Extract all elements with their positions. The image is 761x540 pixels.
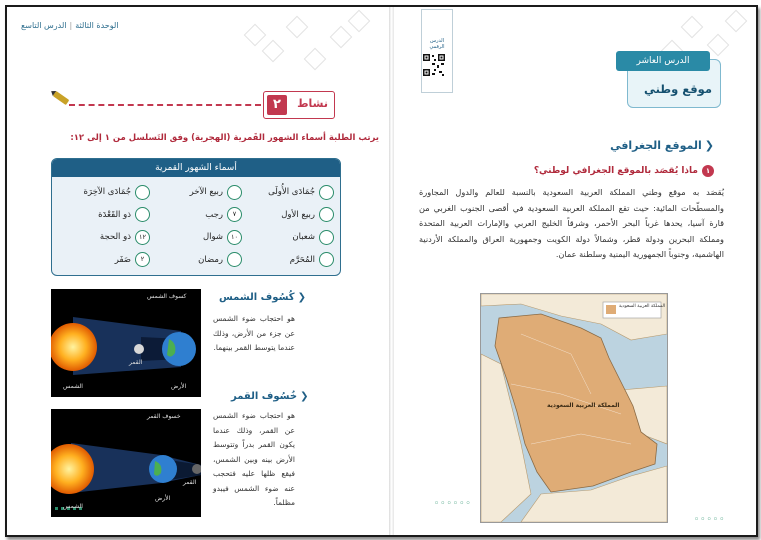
solar-image-sun-label: الشمس [63,383,83,390]
month-order-circle[interactable]: ٧ [227,207,242,222]
activity-badge [263,91,335,119]
months-grid [58,181,334,271]
month-cell[interactable] [150,226,242,249]
month-order-circle[interactable] [227,252,242,267]
months-table [51,158,341,276]
chevron-left-icon: ❮ [704,139,714,152]
section-title-text: الموقع الجغرافي [610,139,702,152]
decorative-diamond [262,40,285,63]
digital-lesson-qr[interactable] [421,9,453,93]
lunar-image-moon-label: القمر [183,479,197,486]
lesson-title: موقع وطني [643,82,712,96]
right-page [394,7,756,535]
month-order-circle[interactable]: ٢ [135,252,150,267]
month-name: رمضان [198,254,223,265]
month-order-circle[interactable] [319,252,334,267]
lunar-image-sun-label: الشمس [63,503,83,510]
pencil-icon [53,91,70,105]
decorative-diamond [707,34,730,57]
decorative-diamond [348,10,371,33]
decorative-pattern: ◦◦◦◦◦ [694,515,726,525]
month-cell[interactable] [150,181,242,204]
month-cell[interactable] [150,249,242,272]
lunar-eclipse-image [51,409,201,517]
map-country-label: المملكة العربية السعودية [547,402,620,409]
decorative-diamond [681,16,704,39]
decorative-diamond [286,16,309,39]
qr-label: الدرس الرقمي [429,38,445,50]
dashed-divider [69,104,261,106]
month-name: ربيع الآخر [189,187,223,198]
lunar-eclipse-text: هو احتجاب ضوء الشمس عن القمر، وذلك عندما يكون القمر بدراً وتتوسط الأرض بينه وبين الشمس، فيقع ظلها عليه فتحجب عنه ضوء الشمس فيبدو مظلماً. [213,411,295,507]
solar-eclipse-title [219,292,306,303]
month-order-circle[interactable]: ١٢ [135,230,150,245]
month-name: رجب [205,209,223,220]
left-page [7,7,389,535]
month-cell[interactable] [58,226,150,249]
chevron-left-icon: ❮ [300,391,309,402]
saudi-arabia-map [480,293,668,523]
month-name: ذو القَعْدَة [98,209,131,220]
activity-label: نشاط [297,97,328,110]
page-header: الوحدة الثالثة|الدرس التاسع [21,21,119,30]
month-order-circle[interactable] [319,207,334,222]
month-cell[interactable] [58,249,150,272]
month-name: ربيع الأول [281,209,315,220]
month-order-circle[interactable] [319,185,334,200]
activity-instruction: يرتب الطلبة أسماء الشهور القَمرية (الهجرية) وفق التَسلسل من ١ إلى ١٢: [70,133,379,143]
textbook-spread [5,5,758,537]
qr-code-icon [422,53,446,77]
month-order-circle[interactable] [135,185,150,200]
lesson-title-box [627,56,721,108]
decorative-pattern: ◦◦◦◦◦◦ [434,499,472,509]
month-cell[interactable] [58,181,150,204]
month-name: صَفَر [114,254,131,265]
solar-image-title: كسوف الشمس [147,293,187,300]
lunar-eclipse-title [231,391,308,402]
month-name: جُمَادَى الآخِرَة [83,187,131,198]
lunar-image-earth-label: الأرض [155,495,171,502]
solar-eclipse-image [51,289,201,397]
solar-eclipse-text: هو احتجاب ضوء الشمس عن جزء من الأرض، وذلك عندما يتوسط القمر بينهما. [213,314,295,352]
month-order-circle[interactable] [227,185,242,200]
month-order-circle[interactable] [319,230,334,245]
month-name: شوال [202,232,223,243]
month-cell[interactable] [150,204,242,227]
activity-number: ٢ [267,95,287,115]
map-legend: المملكة العربية السعودية [619,304,666,309]
decorative-diamond [244,24,267,47]
month-cell[interactable] [242,181,334,204]
lunar-eclipse-title-text: خُسُوف القمر [231,391,298,402]
question-text: ماذا يُقصَد بالموقع الجغرافي لوطني؟ [533,166,698,176]
solar-image-moon-label: القمر [129,359,143,366]
solar-eclipse-title-text: كُسُوف الشمس [219,292,295,303]
decorative-diamond [330,26,353,49]
header-lesson: الدرس التاسع [21,21,67,30]
month-order-circle[interactable] [135,207,150,222]
month-name: جُمَادَى الأُولَى [268,187,315,198]
decorative-diamond [725,10,748,33]
header-unit: الوحدة الثالثة [75,21,119,30]
decorative-diamond [304,48,327,71]
lesson-number-label: الدرس العاشر [616,51,710,71]
question [534,165,714,177]
month-cell[interactable] [242,226,334,249]
month-name: شعبان [292,232,315,243]
months-table-title: أسماء الشهور القمرية [52,159,340,177]
answer-paragraph: يُقصَد به موقع وطني المملكة العربية السعودية بالنسبة للعالم والدول المجاورة والمسطّحات المائية: حيث تقع المملكة العربية السعودية في أقصى الجنوب الغربي من قارة آسيا، يحدها غرباً البحر الأحمر، وشرقاً الخليج العربي والإمارات العربية المتحدة ومملكة البحرين ودولة قطر، وشمالاً دولة الكويت وجمهورية العراق والمملكة الأردنية الهاشمية، وجنوباً الجمهورية اليمنية وسلطنة عمان. [419,187,724,259]
month-cell[interactable] [242,204,334,227]
question-number-icon: ١ [702,165,714,177]
lunar-image-title: خسوف القمر [147,413,181,420]
section-title [610,139,714,152]
solar-image-earth-label: الأرض [171,383,187,390]
month-name: المُحَرَّم [289,254,315,265]
month-order-circle[interactable]: ١٠ [227,230,242,245]
month-cell[interactable] [58,204,150,227]
month-cell[interactable] [242,249,334,272]
chevron-left-icon: ❮ [297,292,306,303]
month-name: ذو الحجة [99,232,131,243]
